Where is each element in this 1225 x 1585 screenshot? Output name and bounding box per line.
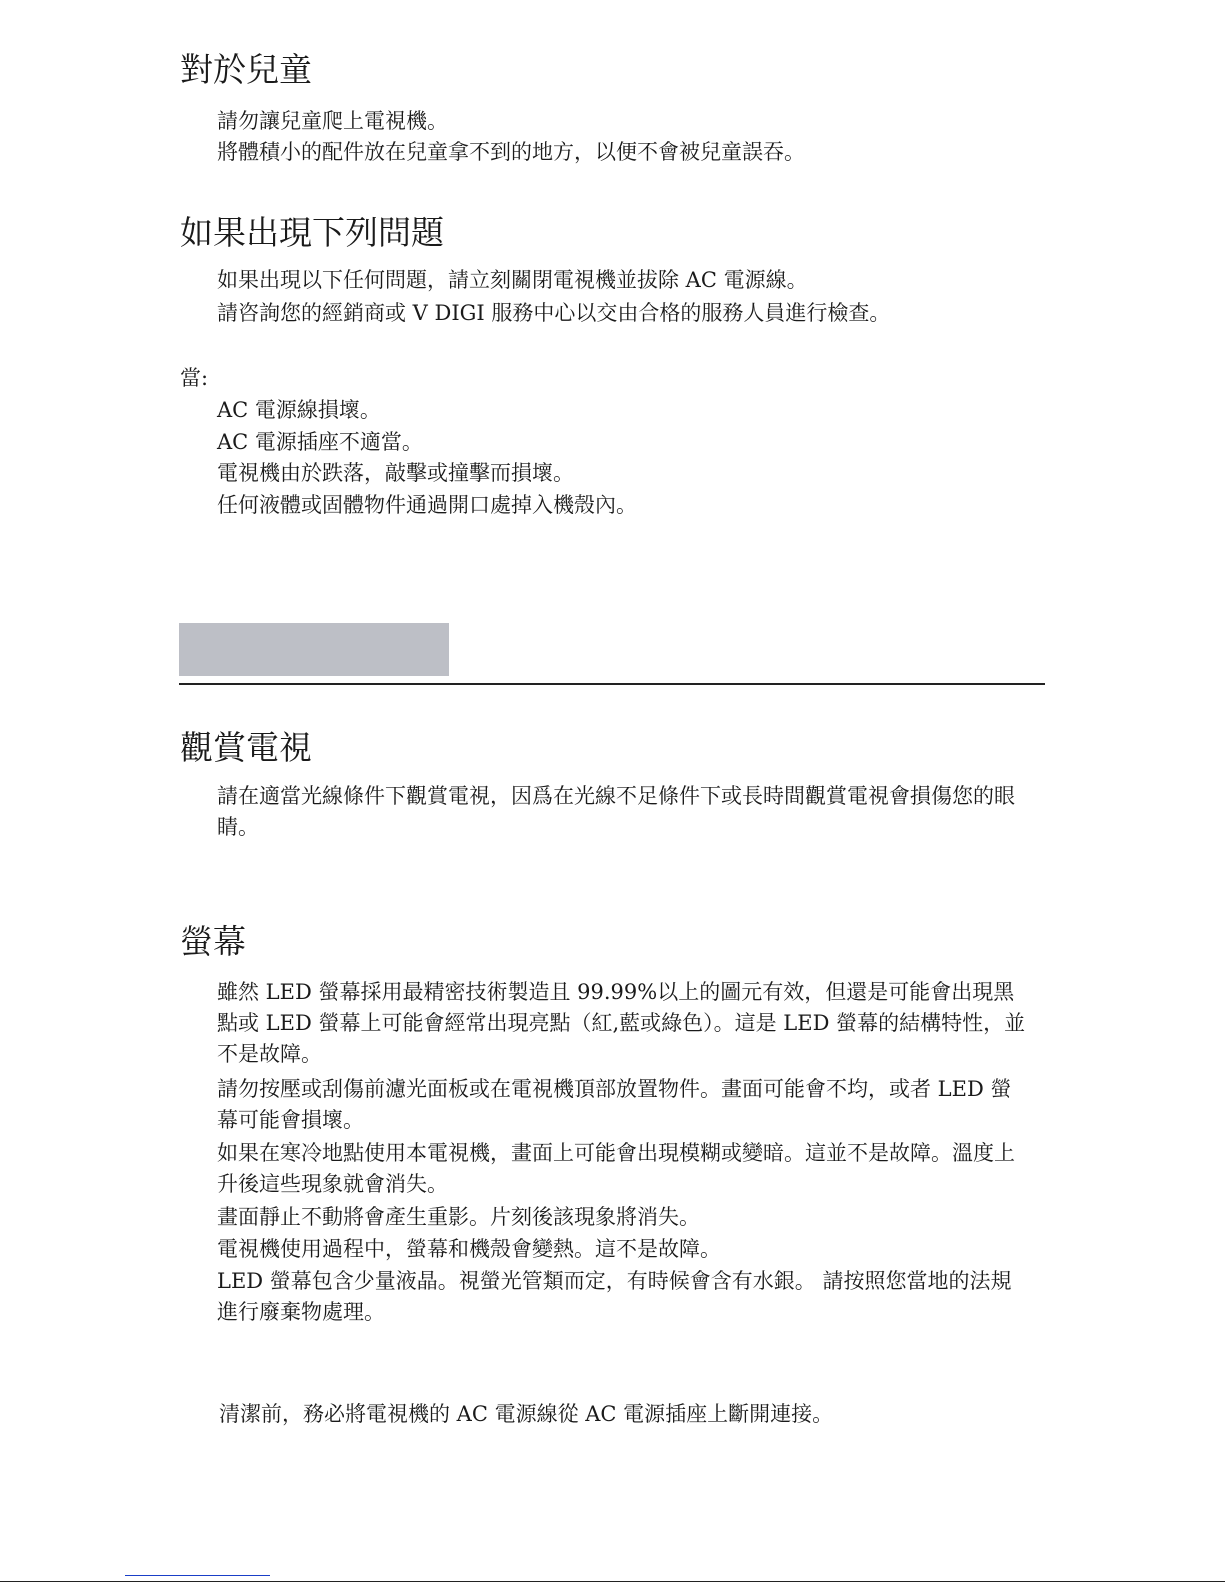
- watching-paragraph: 請在適當光線條件下觀賞電視，因爲在光線不足條件下或長時間觀賞電視會損傷您的眼睛。: [217, 784, 1015, 839]
- when-label: 當:: [180, 366, 209, 390]
- condition-item: AC 電源插座不適當。: [217, 430, 423, 454]
- section-tab-block: [179, 623, 449, 676]
- problems-line-1: 如果出現以下任何問題，請立刻關閉電視機並拔除 AC 電源線。: [217, 268, 808, 292]
- screen-paragraph: 畫面靜止不動將會產生重影。片刻後該現象將消失。: [217, 1205, 700, 1229]
- children-line-1: 請勿讓兒童爬上電視機。: [217, 109, 448, 133]
- heading-watching-tv: 觀賞電視: [180, 728, 312, 767]
- condition-item: AC 電源線損壞。: [217, 398, 381, 422]
- screen-paragraph: 如果在寒冷地點使用本電視機，畫面上可能會出現模糊或變暗。這並不是故障。溫度上升後這些現象就會消失。: [217, 1141, 1015, 1196]
- condition-item: 任何液體或固體物件通過開口處掉入機殼內。: [217, 493, 637, 517]
- problems-line-2: 請咨詢您的經銷商或 V DIGI 服務中心以交由合格的服務人員進行檢查。: [217, 301, 891, 325]
- heading-screen: 螢幕: [180, 922, 246, 961]
- heading-children: 對於兒童: [180, 50, 312, 89]
- footer-link-underline: [125, 1575, 270, 1576]
- section-divider: [179, 683, 1045, 685]
- screen-paragraph: LED 螢幕包含少量液晶。視螢光管類而定，有時候會含有水銀。 請按照您當地的法規進行廢棄物處理。: [217, 1269, 1012, 1324]
- cleaning-line: 清潔前，務必將電視機的 AC 電源線從 AC 電源插座上斷開連接。: [219, 1402, 834, 1426]
- heading-problems: 如果出現下列問題: [180, 213, 444, 252]
- screen-paragraph: 電視機使用過程中，螢幕和機殼會變熱。這不是故障。: [217, 1237, 721, 1261]
- screen-paragraph: 請勿按壓或刮傷前濾光面板或在電視機頂部放置物件。畫面可能會不均，或者 LED 螢幕可能會損壞。: [217, 1077, 1012, 1132]
- condition-item: 電視機由於跌落，敲擊或撞擊而損壞。: [217, 461, 574, 485]
- children-line-2: 將體積小的配件放在兒童拿不到的地方，以便不會被兒童誤吞。: [217, 140, 805, 164]
- screen-paragraph: 雖然 LED 螢幕採用最精密技術製造且 99.99%以上的圖元有效，但還是可能會出現黑點或 LED 螢幕上可能會經常出現亮點（紅,藍或綠色）。這是 LED 螢幕的結構特性，並不是故障。: [217, 980, 1026, 1066]
- footer-rule: [0, 1581, 1225, 1582]
